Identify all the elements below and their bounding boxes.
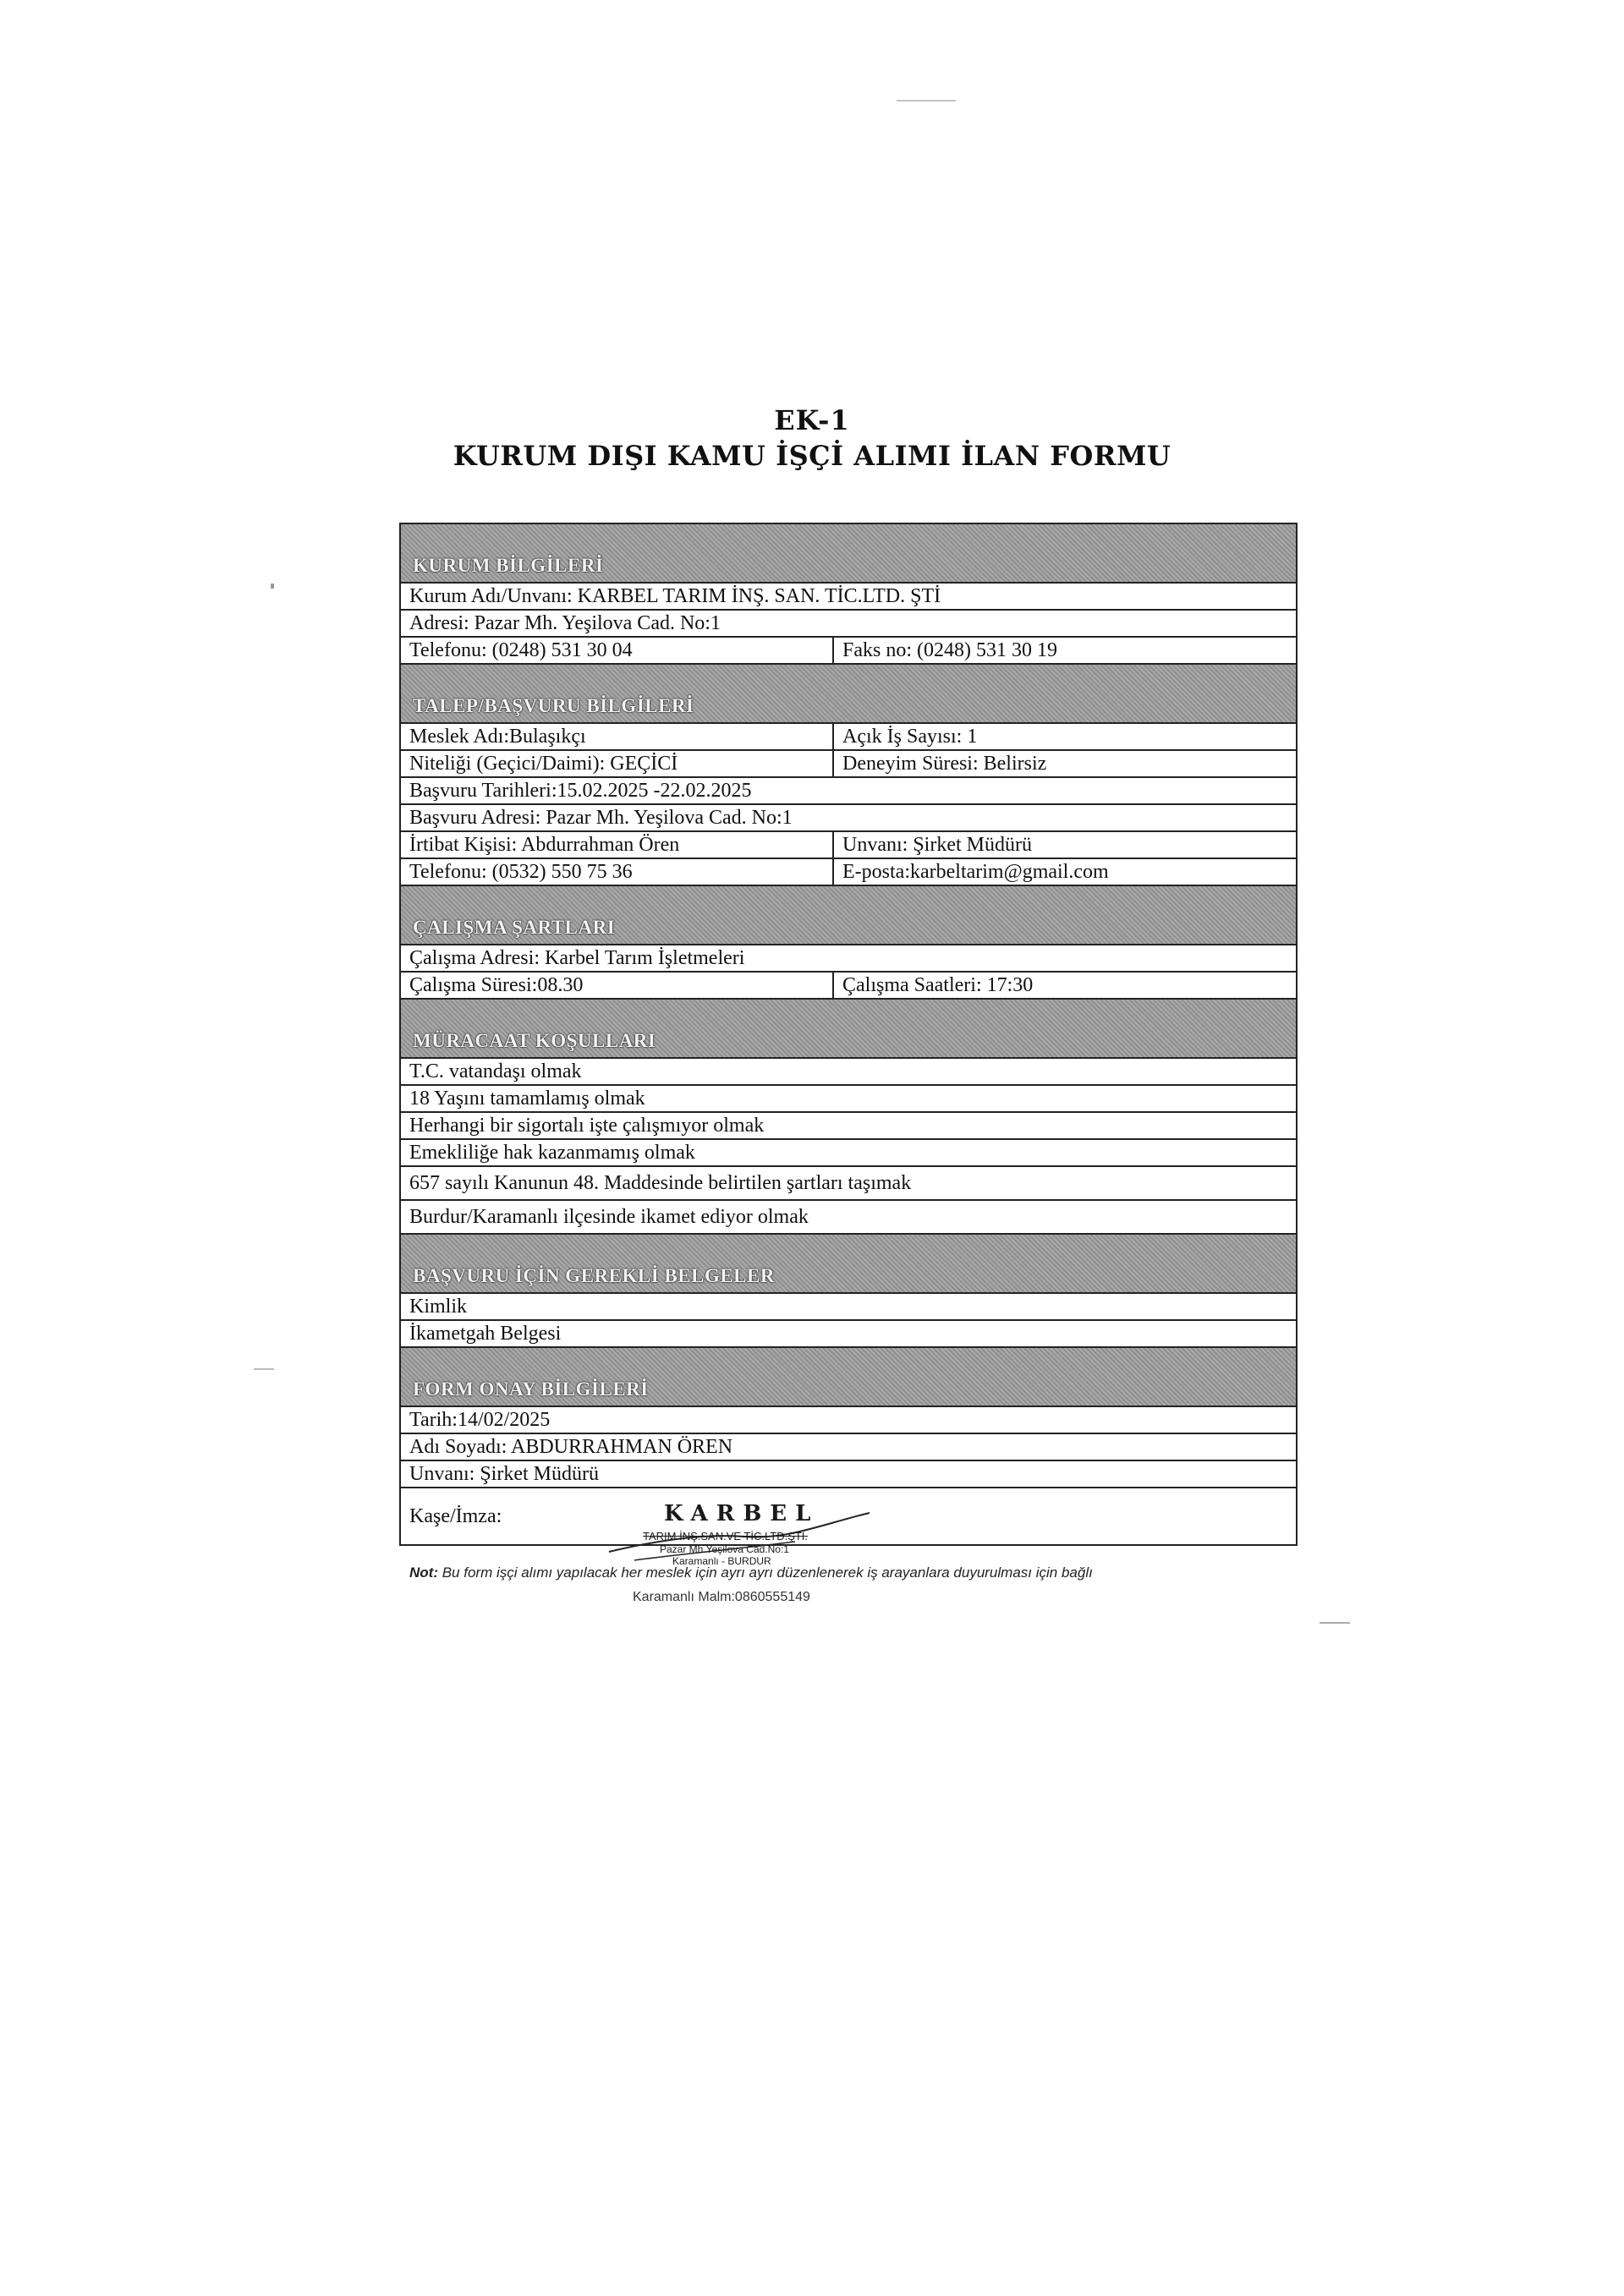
institution-phone: Telefonu: (0248) 531 30 04: [401, 638, 834, 663]
profession: Meslek Adı:Bulaşıkçı: [401, 724, 834, 749]
institution-address: Adresi: Pazar Mh. Yeşilova Cad. No:1: [409, 612, 721, 634]
work-duration: Çalışma Süresi:08.30: [401, 973, 834, 998]
application-address: Başvuru Adresi: Pazar Mh. Yeşilova Cad. No:1: [409, 807, 793, 829]
stamp-line: Pazar Mh.Yeşilova Cad.No:1: [660, 1543, 789, 1555]
section-work: ÇALIŞMA ŞARTLARI: [401, 886, 1296, 945]
scan-artifact: [1320, 1622, 1350, 1624]
job-nature: Niteliği (Geçici/Daimi): GEÇİCİ: [401, 751, 834, 776]
openings: Açık İş Sayısı: 1: [842, 726, 978, 748]
form-code: EK-1: [774, 404, 850, 436]
stamp-line: TARIM İNŞ.SAN.VE TİC.LTD.ŞTİ.: [643, 1530, 809, 1543]
approval-date: Tarih:14/02/2025: [409, 1409, 551, 1431]
condition-item: Herhangi bir sigortalı işte çalışmıyor olmak: [409, 1115, 765, 1137]
approval-title: Unvanı: Şirket Müdürü: [409, 1463, 599, 1485]
stamp-brand: KARBEL: [664, 1501, 820, 1526]
experience: Deneyim Süresi: Belirsiz: [842, 753, 1047, 775]
section-approval: FORM ONAY BİLGİLERİ: [401, 1348, 1296, 1407]
section-conditions: MÜRACAAT KOŞULLARI: [401, 1000, 1296, 1059]
condition-item: Emekliliğe hak kazanmamış olmak: [409, 1142, 695, 1164]
footnote-text: Bu form işçi alımı yapılacak her meslek için ayrı ayrı düzenlenerek iş arayanlara duyurulması için bağlı: [442, 1564, 1093, 1581]
condition-item: Burdur/Karamanlı ilçesinde ikamet ediyor olmak: [409, 1206, 809, 1228]
institution-name: Kurum Adı/Unvanı: KARBEL TARIM İNŞ. SAN. TİC.LTD. ŞTİ: [409, 585, 941, 607]
scan-artifact: [897, 100, 956, 101]
mersis-number: Karamanlı Malm:0860555149: [633, 1590, 810, 1604]
institution-fax: Faks no: (0248) 531 30 19: [842, 639, 1057, 661]
work-address: Çalışma Adresi: Karbel Tarım İşletmeleri: [409, 947, 745, 969]
section-request: TALEP/BAŞVURU BİLGİLERİ: [401, 665, 1296, 724]
contact-phone: Telefonu: (0532) 550 75 36: [401, 859, 834, 885]
stamp-signature-label: Kaşe/İmza:: [409, 1505, 502, 1527]
application-dates: Başvuru Tarihleri:15.02.2025 -22.02.2025: [409, 780, 752, 802]
form-title: KURUM DIŞI KAMU İŞÇİ ALIMI İLAN FORMU: [453, 440, 1171, 472]
footnote: [409, 1564, 1306, 1581]
condition-item: 18 Yaşını tamamlamış olmak: [409, 1088, 645, 1110]
approval-name: Adı Soyadı: ABDURRAHMAN ÖREN: [409, 1436, 733, 1458]
condition-item: T.C. vatandaşı olmak: [409, 1060, 582, 1082]
section-institution: KURUM BİLGİLERİ: [401, 524, 1296, 584]
section-documents: BAŞVURU İÇİN GEREKLİ BELGELER: [401, 1235, 1296, 1294]
scan-artifact: [271, 584, 274, 589]
contact-person: İrtibat Kişisi: Abdurrahman Ören: [401, 832, 834, 858]
scan-artifact: [254, 1368, 274, 1370]
document-item: Kimlik: [409, 1296, 468, 1318]
contact-title: Unvanı: Şirket Müdürü: [842, 834, 1032, 856]
application-form: [399, 523, 1298, 1546]
stamp-line: Karamanlı - BURDUR: [672, 1555, 771, 1567]
footnote-label: Not:: [409, 1564, 438, 1581]
contact-email: E-posta:karbeltarim@gmail.com: [842, 861, 1109, 883]
document-item: İkametgah Belgesi: [409, 1323, 562, 1345]
company-stamp: [592, 1501, 897, 1569]
work-hours: Çalışma Saatleri: 17:30: [842, 974, 1034, 996]
condition-item: 657 sayılı Kanunun 48. Maddesinde belirtilen şartları taşımak: [409, 1172, 912, 1194]
